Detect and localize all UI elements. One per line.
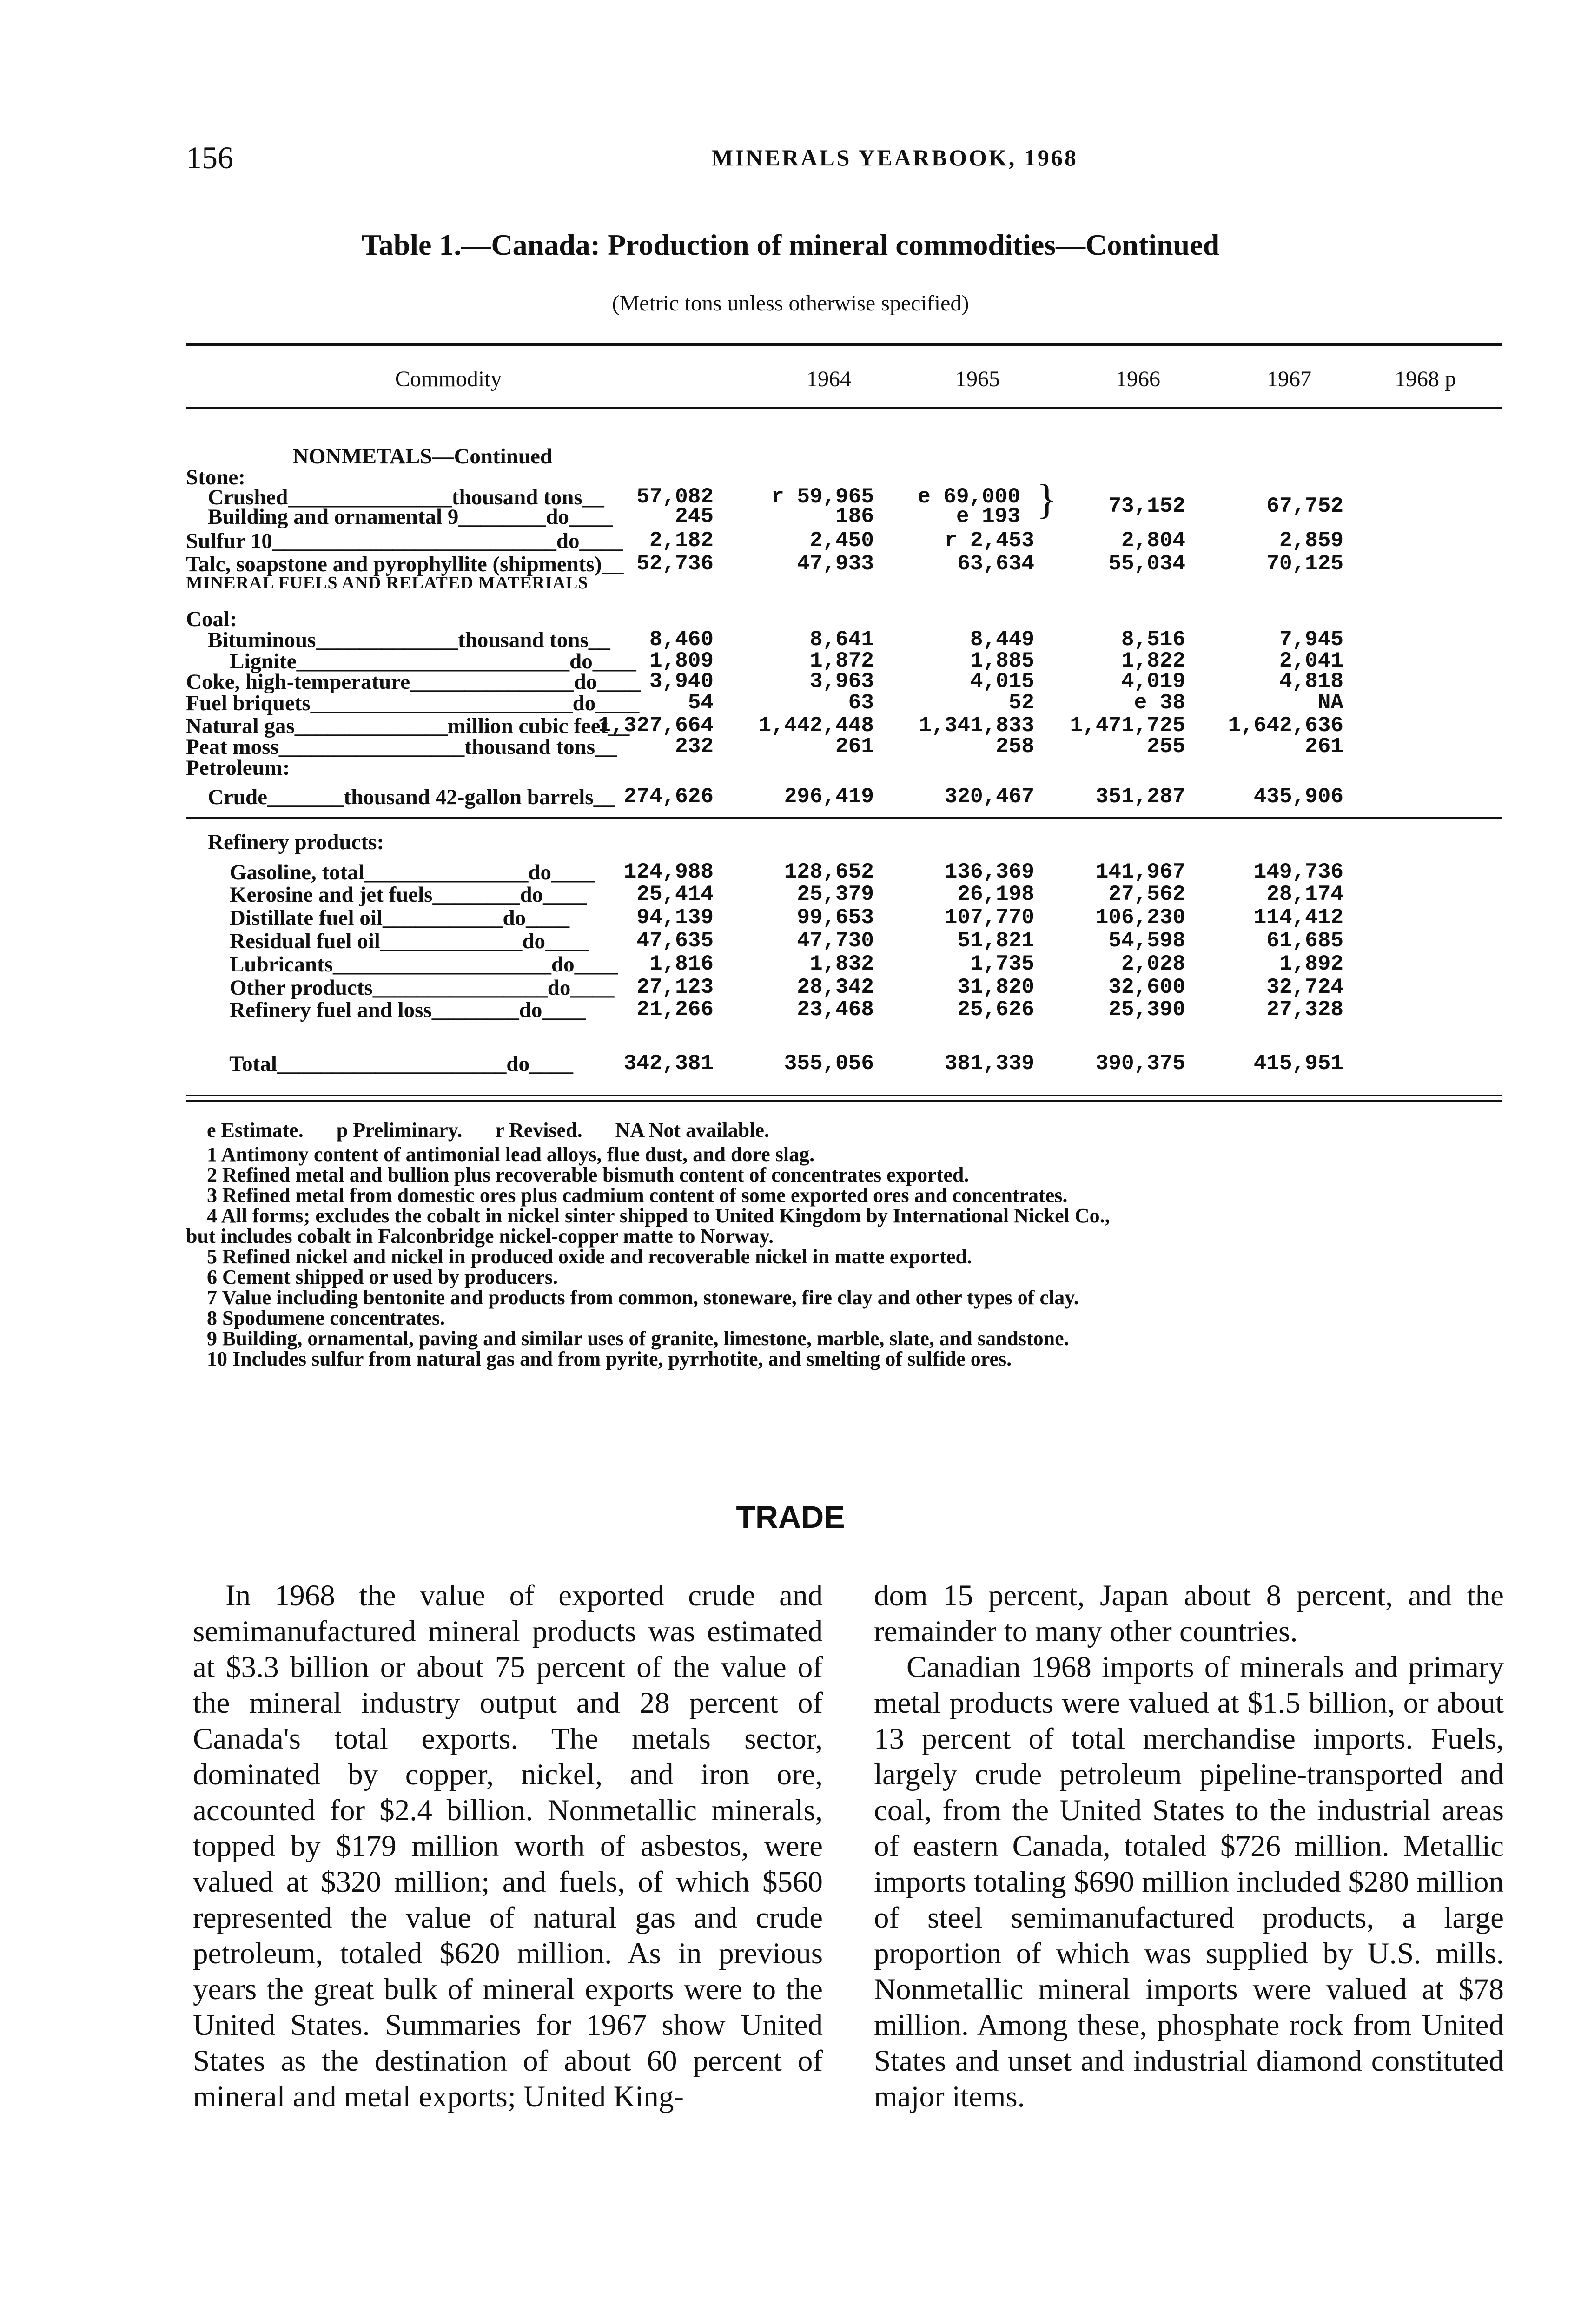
cell-value: 7,945 [1279,627,1343,652]
cell-value: 21,266 [636,997,714,1022]
trade-paragraph-1-continued: dom 15 percent, Japan about 8 percent, and the remainder to many other countries. [874,1579,1504,1648]
row-label: Residual fuel oil_____________do____ [186,929,589,953]
row-label: Bituminous_____________thousand tons__ [186,628,610,652]
cell-value: 124,988 [623,860,714,884]
column-header-1966: 1966 [1116,367,1160,391]
cell-value: r 2,453 [944,528,1034,553]
cell-value: 8,641 [809,627,874,652]
cell-value: 351,287 [1095,785,1185,809]
cell-value: 186 [835,504,874,528]
cell-value: 1,642,636 [1228,713,1343,738]
row-label: Lignite_________________________do____ [186,649,636,673]
cell-value: 1,735 [970,952,1034,976]
row-label: MINERAL FUELS AND RELATED MATERIALS [186,573,589,593]
cell-value: 1,892 [1279,952,1343,976]
cell-value: 32,724 [1266,975,1343,999]
table-row [186,627,1502,652]
cell-value: 1,341,833 [919,713,1034,738]
trade-paragraph-1: In 1968 the value of exported crude and semimanufactured mineral products was estimated at $3.3 billion or about 75 percent of the value of the mineral industry output and 28 percent of Canada's total exports. The metals sector, dominated by copper, nickel, and iron ore, accounted for $2.4 billion. Nonmetallic minerals, topped by $179 million worth of asbestos, were valued at $320 million; and fuels, of which $560 represented the value of natural gas and crude petroleum, totaled $620 million. As in previous years the great bulk of mineral exports were to the United States. Summaries for 1967 show United States as the destination of about 60 percent of mineral and metal exports; United King- [193,1579,823,2113]
cell-value: 73,152 [1108,494,1185,518]
footnote-legend [186,1120,1502,1144]
cell-value: 1,832 [809,952,874,976]
cell-value: 106,230 [1095,905,1185,930]
cell-value: 136,369 [944,860,1034,884]
cell-value: 261 [835,734,874,759]
column-header-1965: 1965 [955,367,1000,391]
cell-value: 31,820 [957,975,1034,999]
row-label: Talc, soapstone and pyrophyllite (shipments)__ [186,552,624,576]
legend-preliminary: p Preliminary. [336,1119,463,1142]
column-header-1968: 1968 p [1395,367,1456,391]
table-row [186,830,1502,854]
cell-value: 255 [1147,734,1185,759]
cell-value: 274,626 [623,785,714,809]
row-label: NONMETALS—Continued [293,444,553,469]
cell-value: 28,174 [1266,882,1343,906]
table-bottom-rule [186,1095,1502,1096]
cell-value: 27,562 [1108,882,1185,906]
cell-value: 23,468 [797,997,874,1022]
table-row [186,669,1502,693]
cell-value: 57,082 [636,485,714,509]
cell-value: 70,125 [1266,552,1343,576]
cell-value: 54 [688,691,714,715]
table-top-rule [186,343,1502,346]
cell-value: 63,634 [957,552,1034,576]
cell-value: 149,736 [1253,860,1343,884]
cell-value: 2,859 [1279,528,1343,553]
trade-paragraph-2: Canadian 1968 imports of minerals and primary metal products were valued at $1.5 billion, or about 13 percent of total merchandise imports. Fuels, largely crude petroleum pipeline-transported and coal, from the United States to the industrial areas of eastern Canada, totaled $726 million. Metallic imports totaling $690 million included $280 million of steel semimanufactured products, a large proportion of which was supplied by U.S. mills. Nonmetallic mineral imports were valued at $78 million. Among these, phosphate rock from United States and unset and industrial diamond constituted major items. [874,1651,1504,2113]
cell-value: 2,182 [649,528,714,553]
cell-value: NA [1317,691,1343,715]
cell-value: 342,381 [623,1051,714,1076]
row-label: Other products________________do____ [186,976,615,1000]
cell-value: 61,685 [1266,929,1343,953]
table-row [186,691,1502,715]
table-row [186,952,1502,976]
table-row [186,860,1502,884]
row-label: Peat moss_________________thousand tons__ [186,735,617,759]
cell-value: 3,963 [809,669,874,693]
cell-value: 107,770 [944,905,1034,930]
table-bottom-rule-2 [186,1100,1502,1102]
cell-value: 4,818 [1279,669,1343,693]
footnote-10: 10 Includes sulfur from natural gas and from pyrite, pyrrhotite, and smelting of sulfide ores. [207,1347,1012,1370]
cell-value: 141,967 [1095,860,1185,884]
cell-value: 55,034 [1108,552,1185,576]
cell-value: 47,933 [797,552,874,576]
cell-value: 296,419 [784,785,874,809]
row-label: Coal: [186,607,237,631]
page-header [186,139,1502,181]
cell-value: 94,139 [636,905,714,930]
cell-value: 128,652 [784,860,874,884]
trade-column-right [874,1578,1504,2115]
row-label: Fuel briquets________________________do____ [186,691,640,715]
cell-value: 25,414 [636,882,714,906]
cell-value: 47,635 [636,929,714,953]
cell-value: r 59,965 [771,485,874,509]
table-row [186,905,1502,930]
cell-value: 8,516 [1121,627,1185,652]
cell-value: 320,467 [944,785,1034,809]
trade-column-left [193,1578,823,2115]
column-header-1967: 1967 [1267,367,1311,391]
cell-value: 54,598 [1108,929,1185,953]
row-label: Natural gas______________million cubic feet__ [186,714,630,738]
cell-value: e 69,000 [918,485,1020,509]
cell-value: 51,821 [957,929,1034,953]
cell-value: 63 [848,691,874,715]
footnote-8: 8 Spodumene concentrates. [207,1307,445,1329]
cell-value: e 193 [956,504,1020,528]
footnote-4: 4 All forms; excludes the cobalt in nickel sinter shipped to United Kingdom by International Nickel Co., [207,1204,1110,1227]
right-brace-icon: } [1037,476,1057,522]
footnote-9: 9 Building, ornamental, paving and similar uses of granite, limestone, marble, slate, and sandstone. [207,1327,1069,1350]
cell-value: 99,653 [797,905,874,930]
cell-value: 32,600 [1108,975,1185,999]
cell-value: 2,450 [809,528,874,553]
table-row [186,1051,1502,1076]
table-row [186,882,1502,906]
cell-value: 28,342 [797,975,874,999]
row-label: Crushed_______________thousand tons__ [186,485,604,509]
subtotal-rule [186,817,1502,819]
row-label: Stone: [186,465,245,489]
legend-not-available: NA Not available. [615,1119,769,1142]
table-row [186,573,1502,597]
cell-value: 3,940 [649,669,714,693]
row-label: Refinery products: [186,830,384,854]
cell-value: 25,626 [957,997,1034,1022]
cell-value: 1,327,664 [598,713,714,738]
footnote-1: 1 Antimony content of antimonial lead alloys, flue dust, and dore slag. [207,1143,815,1166]
row-label: Petroleum: [186,756,290,780]
cell-value: 25,390 [1108,997,1185,1022]
trade-heading: TRADE [736,1499,845,1535]
footnote-7: 7 Value including bentonite and products from common, stoneware, fire clay and other types of clay. [207,1286,1079,1309]
cell-value: 8,449 [970,627,1034,652]
cell-value: 1,809 [649,649,714,673]
cell-value: 355,056 [784,1051,874,1076]
column-headers [186,366,1502,394]
cell-value: 435,906 [1253,785,1343,809]
cell-value: 415,951 [1253,1051,1343,1076]
row-label: Lubricants____________________do____ [186,952,618,977]
cell-value: 67,752 [1266,494,1343,518]
footnote-2: 2 Refined metal and bullion plus recoverable bismuth content of concentrates exported. [207,1163,969,1186]
cell-value: 261 [1305,734,1343,759]
table-row [186,504,1502,528]
cell-value: 47,730 [797,929,874,953]
cell-value: 1,822 [1121,649,1185,673]
row-label: Gasoline, total_______________do____ [186,860,595,885]
row-label: Distillate fuel oil___________do____ [186,906,570,930]
cell-value: 258 [996,734,1034,759]
cell-value: 26,198 [957,882,1034,906]
footnote-6: 6 Cement shipped or used by producers. [207,1266,558,1288]
row-label: Total_____________________do____ [186,1052,574,1076]
table-row [186,528,1502,553]
cell-value: 27,123 [636,975,714,999]
row-label: Kerosine and jet fuels________do____ [186,883,587,907]
row-label: Crude_______thousand 42-gallon barrels__ [186,785,615,809]
column-header-1964: 1964 [807,367,851,391]
header-bottom-rule [186,407,1502,409]
cell-value: 27,328 [1266,997,1343,1022]
cell-value: 1,872 [809,649,874,673]
footnote-4-continued: but includes cobalt in Falconbridge nickel-copper matte to Norway. [186,1225,774,1248]
footnotes [186,1120,1502,1369]
cell-value: 390,375 [1095,1051,1185,1076]
footnote-3: 3 Refined metal from domestic ores plus cadmium content of some exported ores and concentrates. [207,1184,1068,1207]
cell-value: 245 [675,504,714,528]
column-header-commodity: Commodity [395,367,502,391]
cell-value: 4,015 [970,669,1034,693]
cell-value: 2,041 [1279,649,1343,673]
cell-value: 1,442,448 [758,713,874,738]
table-row [186,755,1502,779]
cell-value: 114,412 [1253,905,1343,930]
row-label: Building and ornamental 9________do____ [186,505,613,529]
row-label: Refinery fuel and loss________do____ [186,998,586,1022]
cell-value: 52,736 [636,552,714,576]
page-number: 156 [186,140,233,175]
cell-value: 1,885 [970,649,1034,673]
table-subtitle: (Metric tons unless otherwise specified) [612,291,969,316]
cell-value: 52 [1008,691,1034,715]
cell-value: e 38 [1134,691,1185,715]
table-row [186,997,1502,1022]
legend-estimate: e Estimate. [207,1119,304,1142]
cell-value: 25,379 [797,882,874,906]
cell-value: 8,460 [649,627,714,652]
table-title: Table 1.—Canada: Production of mineral commodities—Continued [361,228,1220,261]
cell-value: 2,028 [1121,952,1185,976]
row-label: Coke, high-temperature_______________do____ [186,670,641,694]
table-row [186,975,1502,999]
cell-value: 232 [675,734,714,759]
cell-value: 1,471,725 [1070,713,1185,738]
table-row [186,929,1502,953]
table-row [186,785,1502,809]
running-head: MINERALS YEARBOOK, 1968 [711,145,1078,171]
cell-value: 2,804 [1121,528,1185,553]
footnote-5: 5 Refined nickel and nickel in produced oxide and recoverable nickel in matte exported. [207,1245,972,1268]
legend-revised: r Revised. [495,1119,582,1142]
cell-value: 1,816 [649,952,714,976]
cell-value: 381,339 [944,1051,1034,1076]
cell-value: 4,019 [1121,669,1185,693]
row-label: Sulfur 10__________________________do____ [186,529,623,553]
